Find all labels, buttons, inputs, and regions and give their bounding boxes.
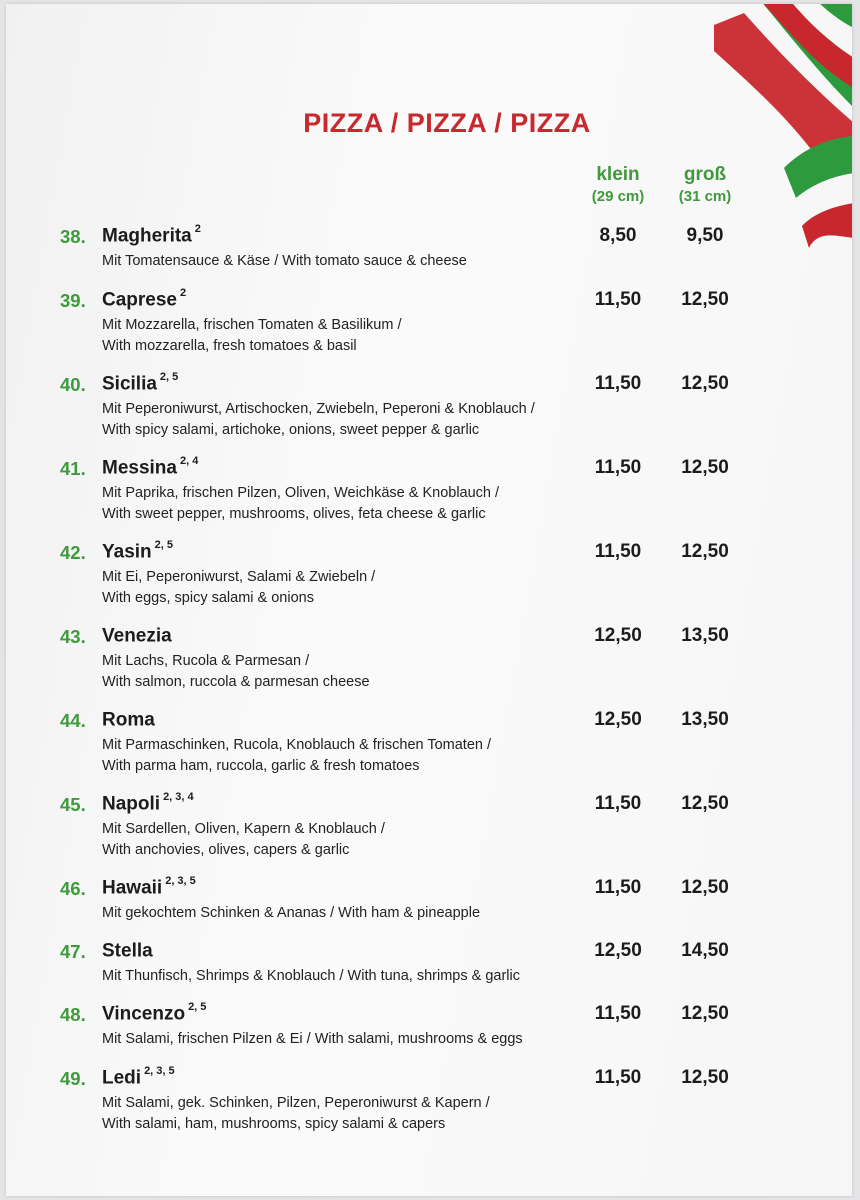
price-small: 12,50 <box>594 940 642 961</box>
allergen-codes: 2, 5 <box>188 1001 207 1013</box>
price-large: 12,50 <box>681 877 729 898</box>
price-small: 11,50 <box>594 541 642 562</box>
price-large: 12,50 <box>681 289 729 310</box>
price-small: 12,50 <box>594 709 642 730</box>
item-number: 46. <box>60 878 86 899</box>
item-number: 44. <box>60 710 86 731</box>
allergen-codes: 2 <box>180 287 187 299</box>
item-number: 39. <box>60 290 86 311</box>
item-description: Mit Tomatensauce & Käse / With tomato sauce & cheese <box>102 253 467 269</box>
menu-page <box>6 4 852 1196</box>
item-name: Vincenzo $^{2, 5}$ <box>102 1001 207 1025</box>
price-large: 13,50 <box>681 625 729 646</box>
item-description: Mit Lachs, Rucola & Parmesan / With salmon, ruccola & parmesan cheese <box>102 653 370 690</box>
price-large: 12,50 <box>681 541 729 562</box>
allergen-codes: 2, 3, 5 <box>144 1065 175 1077</box>
price-large: 12,50 <box>681 457 729 478</box>
price-small: 11,50 <box>594 793 642 814</box>
item-description: Mit Mozzarella, frischen Tomaten & Basilikum / With mozzarella, fresh tomatoes & basil <box>102 317 402 354</box>
item-name: Magherita $^2$ <box>102 223 201 247</box>
column-header-large <box>660 164 750 205</box>
page-title: PIZZA / PIZZA / PIZZA <box>303 108 591 138</box>
price-small: 12,50 <box>594 625 642 646</box>
item-number: 42. <box>60 542 86 563</box>
item-name: Caprese $^2$ <box>102 287 187 311</box>
item-number: 47. <box>60 941 86 962</box>
item-description: Mit gekochtem Schinken & Ananas / With ham & pineapple <box>102 905 481 921</box>
price-small: 11,50 <box>594 457 642 478</box>
column-header-small <box>573 164 663 205</box>
price-large: 12,50 <box>681 1003 729 1024</box>
item-description: Mit Sardellen, Oliven, Kapern & Knoblauch / With anchovies, olives, capers & garlic <box>102 821 385 858</box>
price-small: 11,50 <box>594 877 642 898</box>
item-number: 49. <box>60 1068 86 1089</box>
item-name: Hawaii $^{2, 3, 5}$ <box>102 875 196 899</box>
item-description: Mit Salami, frischen Pilzen & Ei / With salami, mushrooms & eggs <box>102 1031 523 1047</box>
item-name: Roma <box>102 709 155 731</box>
price-large: 14,50 <box>681 940 729 961</box>
column-large-size: (31 cm) <box>678 188 732 205</box>
price-large: 12,50 <box>681 793 729 814</box>
price-large: 13,50 <box>681 709 729 730</box>
item-description: Mit Peperoniwurst, Artischocken, Zwiebeln, Peperoni & Knoblauch / With spicy salami, artichoke, onions, sweet pepper & garlic <box>102 401 535 438</box>
item-number: 45. <box>60 794 86 815</box>
item-description: Mit Paprika, frischen Pilzen, Oliven, Weichkäse & Knoblauch / With sweet pepper, mushrooms, olives, feta cheese & garlic <box>102 485 500 522</box>
allergen-codes: 2, 3, 5 <box>165 875 196 887</box>
price-small: 11,50 <box>594 1067 642 1088</box>
item-name: Messina $^{2, 4}$ <box>102 455 199 479</box>
price-large: 9,50 <box>686 225 724 246</box>
italian-flag-ribbon-icon <box>714 4 852 298</box>
item-number: 38. <box>60 226 86 247</box>
allergen-codes: 2, 4 <box>179 455 199 467</box>
column-large-label: groß <box>683 164 727 185</box>
item-number: 40. <box>60 374 86 395</box>
item-number: 48. <box>60 1004 86 1025</box>
item-name: Ledi $^{2, 3, 5}$ <box>102 1065 175 1089</box>
price-small: 11,50 <box>594 373 642 394</box>
column-small-size: (29 cm) <box>591 188 645 205</box>
item-name: Napoli $^{2, 3, 4}$ <box>102 791 194 815</box>
allergen-codes: 2 <box>194 223 201 235</box>
price-large: 12,50 <box>681 1067 729 1088</box>
allergen-codes: 2, 5 <box>159 371 179 383</box>
price-small: 11,50 <box>594 289 642 310</box>
item-description: Mit Salami, gek. Schinken, Pilzen, Peperoniwurst & Kapern / With salami, ham, mushrooms, spicy salami & capers <box>102 1095 490 1132</box>
item-name: Sicilia $^{2, 5}$ <box>102 371 179 395</box>
item-name: Yasin $^{2, 5}$ <box>102 539 174 563</box>
allergen-codes: 2, 3, 4 <box>163 791 194 803</box>
item-number: 41. <box>60 458 86 479</box>
item-description: Mit Thunfisch, Shrimps & Knoblauch / With tuna, shrimps & garlic <box>102 968 520 984</box>
allergen-codes: 2, 5 <box>154 539 174 551</box>
price-large: 12,50 <box>681 373 729 394</box>
price-small: 11,50 <box>594 1003 642 1024</box>
item-name: Stella <box>102 940 153 962</box>
column-small-label: klein <box>596 164 640 185</box>
item-number: 43. <box>60 626 86 647</box>
price-small: 8,50 <box>599 225 637 246</box>
item-description: Mit Parmaschinken, Rucola, Knoblauch & frischen Tomaten / With parma ham, ruccola, garlic & fresh tomatoes <box>102 737 492 774</box>
item-name: Venezia <box>102 625 172 647</box>
item-description: Mit Ei, Peperoniwurst, Salami & Zwiebeln / With eggs, spicy salami & onions <box>102 569 376 606</box>
